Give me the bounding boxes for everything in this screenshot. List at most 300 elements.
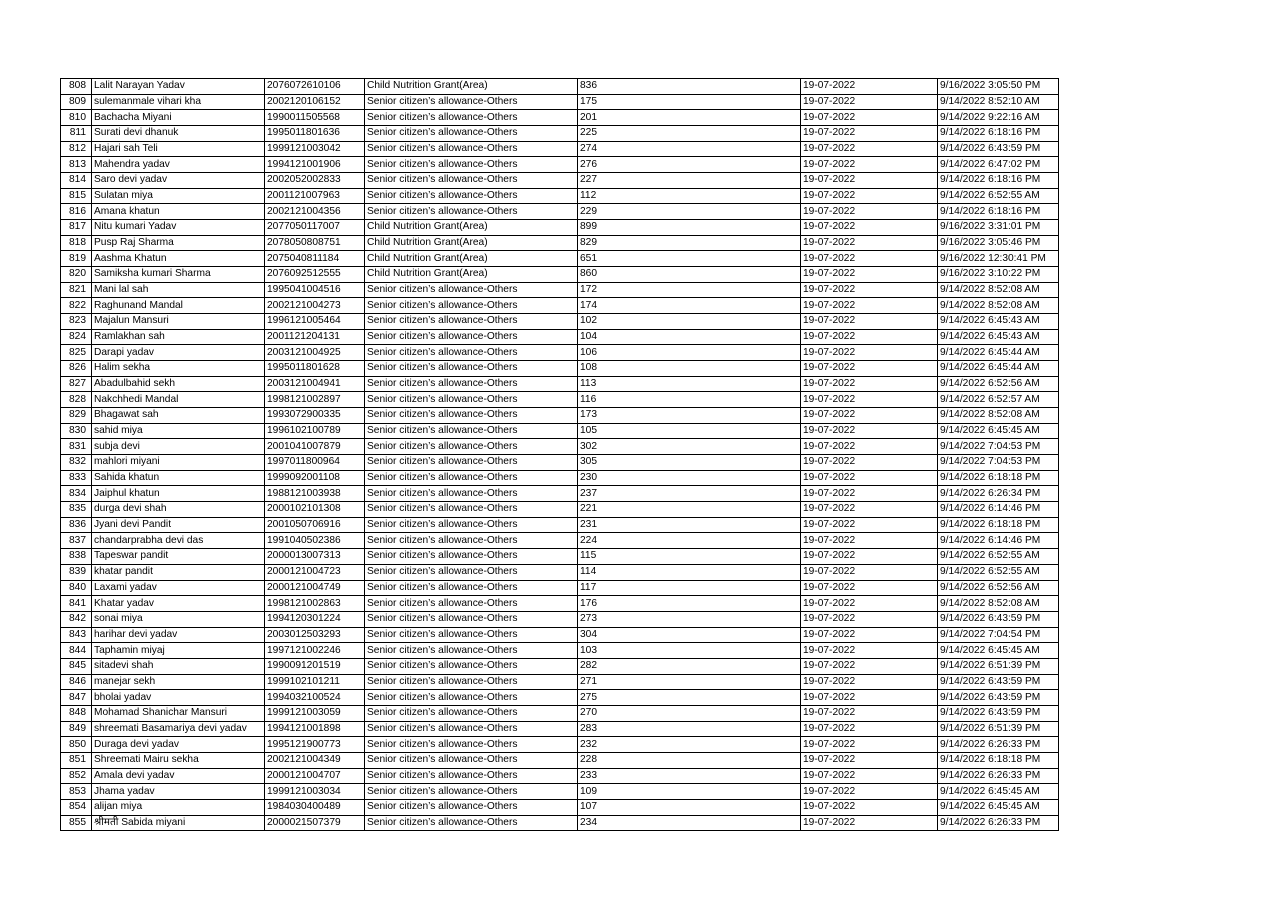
- code-cell: 275: [578, 690, 801, 706]
- timestamp-cell: 9/14/2022 6:26:33 PM: [938, 768, 1059, 784]
- allowance-type-cell: Senior citizen’s allowance-Others: [365, 470, 578, 486]
- id-number-cell: 2078050808751: [265, 235, 365, 251]
- date-cell: 19-07-2022: [801, 251, 938, 267]
- timestamp-cell: 9/16/2022 3:10:22 PM: [938, 267, 1059, 283]
- timestamp-cell: 9/16/2022 3:31:01 PM: [938, 220, 1059, 236]
- code-cell: 103: [578, 643, 801, 659]
- id-number-cell: 1994121001906: [265, 157, 365, 173]
- code-cell: 271: [578, 674, 801, 690]
- serial-number-cell: 831: [61, 439, 92, 455]
- date-cell: 19-07-2022: [801, 408, 938, 424]
- timestamp-cell: 9/14/2022 6:43:59 PM: [938, 141, 1059, 157]
- serial-number-cell: 833: [61, 470, 92, 486]
- allowance-type-cell: Senior citizen’s allowance-Others: [365, 204, 578, 220]
- allowance-type-cell: Senior citizen’s allowance-Others: [365, 361, 578, 377]
- name-cell: sulemanmale vihari kha: [92, 94, 265, 110]
- code-cell: 173: [578, 408, 801, 424]
- id-number-cell: 1991040502386: [265, 533, 365, 549]
- code-cell: 276: [578, 157, 801, 173]
- serial-number-cell: 845: [61, 658, 92, 674]
- code-cell: 113: [578, 376, 801, 392]
- allowance-type-cell: Senior citizen’s allowance-Others: [365, 188, 578, 204]
- serial-number-cell: 843: [61, 627, 92, 643]
- table-row: [61, 314, 1059, 330]
- code-cell: 237: [578, 486, 801, 502]
- allowance-type-cell: Senior citizen’s allowance-Others: [365, 94, 578, 110]
- name-cell: subja devi: [92, 439, 265, 455]
- id-number-cell: 2002120106152: [265, 94, 365, 110]
- date-cell: 19-07-2022: [801, 643, 938, 659]
- serial-number-cell: 854: [61, 799, 92, 815]
- date-cell: 19-07-2022: [801, 361, 938, 377]
- table-row: [61, 564, 1059, 580]
- id-number-cell: 1995041004516: [265, 282, 365, 298]
- timestamp-cell: 9/14/2022 8:52:08 AM: [938, 298, 1059, 314]
- id-number-cell: 2002121004349: [265, 752, 365, 768]
- id-number-cell: 1999121003042: [265, 141, 365, 157]
- timestamp-cell: 9/14/2022 9:22:16 AM: [938, 110, 1059, 126]
- name-cell: Mahendra yadav: [92, 157, 265, 173]
- date-cell: 19-07-2022: [801, 235, 938, 251]
- serial-number-cell: 849: [61, 721, 92, 737]
- id-number-cell: 2000121004749: [265, 580, 365, 596]
- name-cell: Saro devi yadav: [92, 173, 265, 189]
- code-cell: 107: [578, 799, 801, 815]
- code-cell: 304: [578, 627, 801, 643]
- table-row: [61, 517, 1059, 533]
- table-row: [61, 282, 1059, 298]
- date-cell: 19-07-2022: [801, 267, 938, 283]
- name-cell: shreemati Basamariya devi yadav: [92, 721, 265, 737]
- code-cell: 273: [578, 611, 801, 627]
- allowance-type-cell: Senior citizen’s allowance-Others: [365, 768, 578, 784]
- date-cell: 19-07-2022: [801, 126, 938, 142]
- serial-number-cell: 829: [61, 408, 92, 424]
- code-cell: 201: [578, 110, 801, 126]
- allowance-type-cell: Senior citizen’s allowance-Others: [365, 517, 578, 533]
- table-row: [61, 345, 1059, 361]
- date-cell: 19-07-2022: [801, 486, 938, 502]
- table-row: [61, 235, 1059, 251]
- serial-number-cell: 855: [61, 815, 92, 831]
- timestamp-cell: 9/14/2022 8:52:08 AM: [938, 282, 1059, 298]
- code-cell: 106: [578, 345, 801, 361]
- id-number-cell: 2001050706916: [265, 517, 365, 533]
- timestamp-cell: 9/14/2022 6:14:46 PM: [938, 533, 1059, 549]
- name-cell: श्रीमती Sabida miyani: [92, 815, 265, 831]
- name-cell: sahid miya: [92, 423, 265, 439]
- id-number-cell: 2000013007313: [265, 549, 365, 565]
- date-cell: 19-07-2022: [801, 752, 938, 768]
- timestamp-cell: 9/14/2022 8:52:08 AM: [938, 408, 1059, 424]
- table-row: [61, 470, 1059, 486]
- serial-number-cell: 848: [61, 705, 92, 721]
- allowance-type-cell: Senior citizen’s allowance-Others: [365, 580, 578, 596]
- allowance-type-cell: Senior citizen’s allowance-Others: [365, 658, 578, 674]
- name-cell: Jyani devi Pandit: [92, 517, 265, 533]
- name-cell: alijan miya: [92, 799, 265, 815]
- name-cell: Jhama yadav: [92, 784, 265, 800]
- name-cell: bholai yadav: [92, 690, 265, 706]
- id-number-cell: 1999092001108: [265, 470, 365, 486]
- serial-number-cell: 808: [61, 79, 92, 95]
- table-row: [61, 784, 1059, 800]
- table-row: [61, 611, 1059, 627]
- timestamp-cell: 9/14/2022 6:45:45 AM: [938, 799, 1059, 815]
- timestamp-cell: 9/14/2022 6:52:55 AM: [938, 188, 1059, 204]
- id-number-cell: 1995121900773: [265, 737, 365, 753]
- table-row: [61, 423, 1059, 439]
- allowance-type-cell: Child Nutrition Grant(Area): [365, 251, 578, 267]
- date-cell: 19-07-2022: [801, 549, 938, 565]
- id-number-cell: 2000121004723: [265, 564, 365, 580]
- code-cell: 232: [578, 737, 801, 753]
- allowance-type-cell: Senior citizen’s allowance-Others: [365, 126, 578, 142]
- timestamp-cell: 9/14/2022 6:18:18 PM: [938, 470, 1059, 486]
- timestamp-cell: 9/14/2022 6:47:02 PM: [938, 157, 1059, 173]
- id-number-cell: 1995011801636: [265, 126, 365, 142]
- name-cell: sitadevi shah: [92, 658, 265, 674]
- serial-number-cell: 847: [61, 690, 92, 706]
- name-cell: durga devi shah: [92, 502, 265, 518]
- date-cell: 19-07-2022: [801, 580, 938, 596]
- date-cell: 19-07-2022: [801, 329, 938, 345]
- table-row: [61, 596, 1059, 612]
- timestamp-cell: 9/14/2022 6:18:16 PM: [938, 204, 1059, 220]
- date-cell: 19-07-2022: [801, 94, 938, 110]
- id-number-cell: 1994120301224: [265, 611, 365, 627]
- timestamp-cell: 9/14/2022 6:45:44 AM: [938, 361, 1059, 377]
- table-row: [61, 408, 1059, 424]
- id-number-cell: 1999121003034: [265, 784, 365, 800]
- serial-number-cell: 837: [61, 533, 92, 549]
- name-cell: Nitu kumari Yadav: [92, 220, 265, 236]
- date-cell: 19-07-2022: [801, 799, 938, 815]
- id-number-cell: 1997011800964: [265, 455, 365, 471]
- id-number-cell: 1997121002246: [265, 643, 365, 659]
- serial-number-cell: 851: [61, 752, 92, 768]
- serial-number-cell: 828: [61, 392, 92, 408]
- date-cell: 19-07-2022: [801, 392, 938, 408]
- table-row: [61, 110, 1059, 126]
- id-number-cell: 1999121003059: [265, 705, 365, 721]
- table-row: [61, 705, 1059, 721]
- id-number-cell: 1994121001898: [265, 721, 365, 737]
- serial-number-cell: 834: [61, 486, 92, 502]
- allowance-type-cell: Senior citizen’s allowance-Others: [365, 784, 578, 800]
- date-cell: 19-07-2022: [801, 674, 938, 690]
- serial-number-cell: 846: [61, 674, 92, 690]
- serial-number-cell: 821: [61, 282, 92, 298]
- date-cell: 19-07-2022: [801, 611, 938, 627]
- allowance-type-cell: Senior citizen’s allowance-Others: [365, 439, 578, 455]
- id-number-cell: 1993072900335: [265, 408, 365, 424]
- allowance-type-cell: Senior citizen’s allowance-Others: [365, 282, 578, 298]
- serial-number-cell: 817: [61, 220, 92, 236]
- date-cell: 19-07-2022: [801, 314, 938, 330]
- serial-number-cell: 826: [61, 361, 92, 377]
- allowance-type-cell: Child Nutrition Grant(Area): [365, 220, 578, 236]
- table-row: [61, 533, 1059, 549]
- timestamp-cell: 9/16/2022 12:30:41 PM: [938, 251, 1059, 267]
- date-cell: 19-07-2022: [801, 173, 938, 189]
- date-cell: 19-07-2022: [801, 721, 938, 737]
- timestamp-cell: 9/14/2022 6:51:39 PM: [938, 721, 1059, 737]
- timestamp-cell: 9/14/2022 6:18:16 PM: [938, 173, 1059, 189]
- code-cell: 102: [578, 314, 801, 330]
- code-cell: 229: [578, 204, 801, 220]
- date-cell: 19-07-2022: [801, 204, 938, 220]
- timestamp-cell: 9/14/2022 8:52:10 AM: [938, 94, 1059, 110]
- date-cell: 19-07-2022: [801, 220, 938, 236]
- serial-number-cell: 814: [61, 173, 92, 189]
- code-cell: 305: [578, 455, 801, 471]
- name-cell: mahlori miyani: [92, 455, 265, 471]
- date-cell: 19-07-2022: [801, 690, 938, 706]
- table-row: [61, 737, 1059, 753]
- allowance-type-cell: Senior citizen’s allowance-Others: [365, 533, 578, 549]
- code-cell: 114: [578, 564, 801, 580]
- allowance-type-cell: Child Nutrition Grant(Area): [365, 79, 578, 95]
- allowance-type-cell: Senior citizen’s allowance-Others: [365, 705, 578, 721]
- id-number-cell: 1994032100524: [265, 690, 365, 706]
- timestamp-cell: 9/16/2022 3:05:46 PM: [938, 235, 1059, 251]
- id-number-cell: 2075040811184: [265, 251, 365, 267]
- table-row: [61, 79, 1059, 95]
- date-cell: 19-07-2022: [801, 517, 938, 533]
- code-cell: 283: [578, 721, 801, 737]
- table-row: [61, 267, 1059, 283]
- code-cell: 224: [578, 533, 801, 549]
- serial-number-cell: 835: [61, 502, 92, 518]
- allowance-type-cell: Senior citizen’s allowance-Others: [365, 298, 578, 314]
- timestamp-cell: 9/14/2022 6:26:33 PM: [938, 815, 1059, 831]
- name-cell: Ramlakhan sah: [92, 329, 265, 345]
- table-row: [61, 173, 1059, 189]
- id-number-cell: 1990011505568: [265, 110, 365, 126]
- name-cell: Pusp Raj Sharma: [92, 235, 265, 251]
- serial-number-cell: 824: [61, 329, 92, 345]
- code-cell: 176: [578, 596, 801, 612]
- table-row: [61, 799, 1059, 815]
- timestamp-cell: 9/14/2022 6:43:59 PM: [938, 705, 1059, 721]
- id-number-cell: 2076092512555: [265, 267, 365, 283]
- id-number-cell: 2000102101308: [265, 502, 365, 518]
- date-cell: 19-07-2022: [801, 533, 938, 549]
- table-body: [61, 79, 1059, 831]
- date-cell: 19-07-2022: [801, 737, 938, 753]
- serial-number-cell: 838: [61, 549, 92, 565]
- serial-number-cell: 836: [61, 517, 92, 533]
- serial-number-cell: 840: [61, 580, 92, 596]
- allowance-type-cell: Senior citizen’s allowance-Others: [365, 752, 578, 768]
- timestamp-cell: 9/14/2022 6:18:18 PM: [938, 752, 1059, 768]
- code-cell: 651: [578, 251, 801, 267]
- table-row: [61, 690, 1059, 706]
- name-cell: Darapi yadav: [92, 345, 265, 361]
- allowance-type-cell: Senior citizen’s allowance-Others: [365, 627, 578, 643]
- allowance-type-cell: Senior citizen’s allowance-Others: [365, 110, 578, 126]
- timestamp-cell: 9/14/2022 6:18:18 PM: [938, 517, 1059, 533]
- table-row: [61, 752, 1059, 768]
- allowance-type-cell: Senior citizen’s allowance-Others: [365, 392, 578, 408]
- allowance-type-cell: Senior citizen’s allowance-Others: [365, 721, 578, 737]
- timestamp-cell: 9/16/2022 3:05:50 PM: [938, 79, 1059, 95]
- timestamp-cell: 9/14/2022 7:04:53 PM: [938, 455, 1059, 471]
- timestamp-cell: 9/14/2022 6:18:16 PM: [938, 126, 1059, 142]
- code-cell: 829: [578, 235, 801, 251]
- serial-number-cell: 809: [61, 94, 92, 110]
- serial-number-cell: 832: [61, 455, 92, 471]
- code-cell: 270: [578, 705, 801, 721]
- code-cell: 227: [578, 173, 801, 189]
- allowance-type-cell: Senior citizen’s allowance-Others: [365, 690, 578, 706]
- code-cell: 233: [578, 768, 801, 784]
- code-cell: 172: [578, 282, 801, 298]
- table-row: [61, 721, 1059, 737]
- table-row: [61, 361, 1059, 377]
- name-cell: Lalit Narayan Yadav: [92, 79, 265, 95]
- table-row: [61, 455, 1059, 471]
- date-cell: 19-07-2022: [801, 627, 938, 643]
- serial-number-cell: 825: [61, 345, 92, 361]
- table-row: [61, 141, 1059, 157]
- allowance-type-cell: Senior citizen’s allowance-Others: [365, 799, 578, 815]
- allowance-type-cell: Senior citizen’s allowance-Others: [365, 423, 578, 439]
- timestamp-cell: 9/14/2022 6:45:44 AM: [938, 345, 1059, 361]
- timestamp-cell: 9/14/2022 6:52:55 AM: [938, 549, 1059, 565]
- code-cell: 112: [578, 188, 801, 204]
- table-row: [61, 643, 1059, 659]
- id-number-cell: 1995011801628: [265, 361, 365, 377]
- code-cell: 105: [578, 423, 801, 439]
- timestamp-cell: 9/14/2022 7:04:53 PM: [938, 439, 1059, 455]
- serial-number-cell: 830: [61, 423, 92, 439]
- table-row: [61, 486, 1059, 502]
- id-number-cell: 1984030400489: [265, 799, 365, 815]
- name-cell: manejar sekh: [92, 674, 265, 690]
- code-cell: 231: [578, 517, 801, 533]
- name-cell: Amala devi yadav: [92, 768, 265, 784]
- code-cell: 175: [578, 94, 801, 110]
- date-cell: 19-07-2022: [801, 658, 938, 674]
- allowance-type-cell: Senior citizen’s allowance-Others: [365, 141, 578, 157]
- timestamp-cell: 9/14/2022 6:45:45 AM: [938, 784, 1059, 800]
- timestamp-cell: 9/14/2022 6:26:34 PM: [938, 486, 1059, 502]
- name-cell: Bachacha Miyani: [92, 110, 265, 126]
- table-row: [61, 251, 1059, 267]
- name-cell: Amana khatun: [92, 204, 265, 220]
- name-cell: Raghunand Mandal: [92, 298, 265, 314]
- table-row: [61, 298, 1059, 314]
- code-cell: 115: [578, 549, 801, 565]
- id-number-cell: 1996121005464: [265, 314, 365, 330]
- date-cell: 19-07-2022: [801, 502, 938, 518]
- serial-number-cell: 850: [61, 737, 92, 753]
- id-number-cell: 2002121004356: [265, 204, 365, 220]
- allowance-type-cell: Child Nutrition Grant(Area): [365, 267, 578, 283]
- timestamp-cell: 9/14/2022 6:26:33 PM: [938, 737, 1059, 753]
- timestamp-cell: 9/14/2022 6:52:56 AM: [938, 376, 1059, 392]
- name-cell: chandarprabha devi das: [92, 533, 265, 549]
- id-number-cell: 1996102100789: [265, 423, 365, 439]
- allowance-type-cell: Senior citizen’s allowance-Others: [365, 502, 578, 518]
- table-row: [61, 392, 1059, 408]
- name-cell: Nakchhedi Mandal: [92, 392, 265, 408]
- id-number-cell: 1998121002863: [265, 596, 365, 612]
- date-cell: 19-07-2022: [801, 110, 938, 126]
- date-cell: 19-07-2022: [801, 188, 938, 204]
- allowance-type-cell: Senior citizen’s allowance-Others: [365, 408, 578, 424]
- date-cell: 19-07-2022: [801, 157, 938, 173]
- allowance-type-cell: Senior citizen’s allowance-Others: [365, 157, 578, 173]
- serial-number-cell: 810: [61, 110, 92, 126]
- name-cell: harihar devi yadav: [92, 627, 265, 643]
- code-cell: 282: [578, 658, 801, 674]
- timestamp-cell: 9/14/2022 6:52:57 AM: [938, 392, 1059, 408]
- id-number-cell: 2003121004941: [265, 376, 365, 392]
- table-row: [61, 157, 1059, 173]
- date-cell: 19-07-2022: [801, 345, 938, 361]
- allowance-type-cell: Senior citizen’s allowance-Others: [365, 674, 578, 690]
- serial-number-cell: 820: [61, 267, 92, 283]
- date-cell: 19-07-2022: [801, 376, 938, 392]
- date-cell: 19-07-2022: [801, 79, 938, 95]
- id-number-cell: 1999102101211: [265, 674, 365, 690]
- name-cell: sonai miya: [92, 611, 265, 627]
- allowance-type-cell: Senior citizen’s allowance-Others: [365, 376, 578, 392]
- table-row: [61, 439, 1059, 455]
- serial-number-cell: 839: [61, 564, 92, 580]
- date-cell: 19-07-2022: [801, 470, 938, 486]
- serial-number-cell: 844: [61, 643, 92, 659]
- table-row: [61, 815, 1059, 831]
- date-cell: 19-07-2022: [801, 141, 938, 157]
- table-row: [61, 329, 1059, 345]
- name-cell: Majalun Mansuri: [92, 314, 265, 330]
- name-cell: Abadulbahid sekh: [92, 376, 265, 392]
- beneficiary-table: [60, 78, 1059, 831]
- code-cell: 836: [578, 79, 801, 95]
- code-cell: 116: [578, 392, 801, 408]
- name-cell: Hajari sah Teli: [92, 141, 265, 157]
- id-number-cell: 1998121002897: [265, 392, 365, 408]
- code-cell: 899: [578, 220, 801, 236]
- table-row: [61, 188, 1059, 204]
- timestamp-cell: 9/14/2022 6:43:59 PM: [938, 674, 1059, 690]
- date-cell: 19-07-2022: [801, 596, 938, 612]
- table-row: [61, 220, 1059, 236]
- serial-number-cell: 823: [61, 314, 92, 330]
- serial-number-cell: 813: [61, 157, 92, 173]
- code-cell: 221: [578, 502, 801, 518]
- serial-number-cell: 852: [61, 768, 92, 784]
- timestamp-cell: 9/14/2022 6:45:45 AM: [938, 423, 1059, 439]
- id-number-cell: 2001041007879: [265, 439, 365, 455]
- table-row: [61, 94, 1059, 110]
- allowance-type-cell: Senior citizen’s allowance-Others: [365, 486, 578, 502]
- name-cell: Bhagawat sah: [92, 408, 265, 424]
- timestamp-cell: 9/14/2022 6:14:46 PM: [938, 502, 1059, 518]
- id-number-cell: 2000121004707: [265, 768, 365, 784]
- name-cell: Khatar yadav: [92, 596, 265, 612]
- serial-number-cell: 841: [61, 596, 92, 612]
- timestamp-cell: 9/14/2022 8:52:08 AM: [938, 596, 1059, 612]
- id-number-cell: 2002121004273: [265, 298, 365, 314]
- name-cell: Sulatan miya: [92, 188, 265, 204]
- serial-number-cell: 816: [61, 204, 92, 220]
- name-cell: Surati devi dhanuk: [92, 126, 265, 142]
